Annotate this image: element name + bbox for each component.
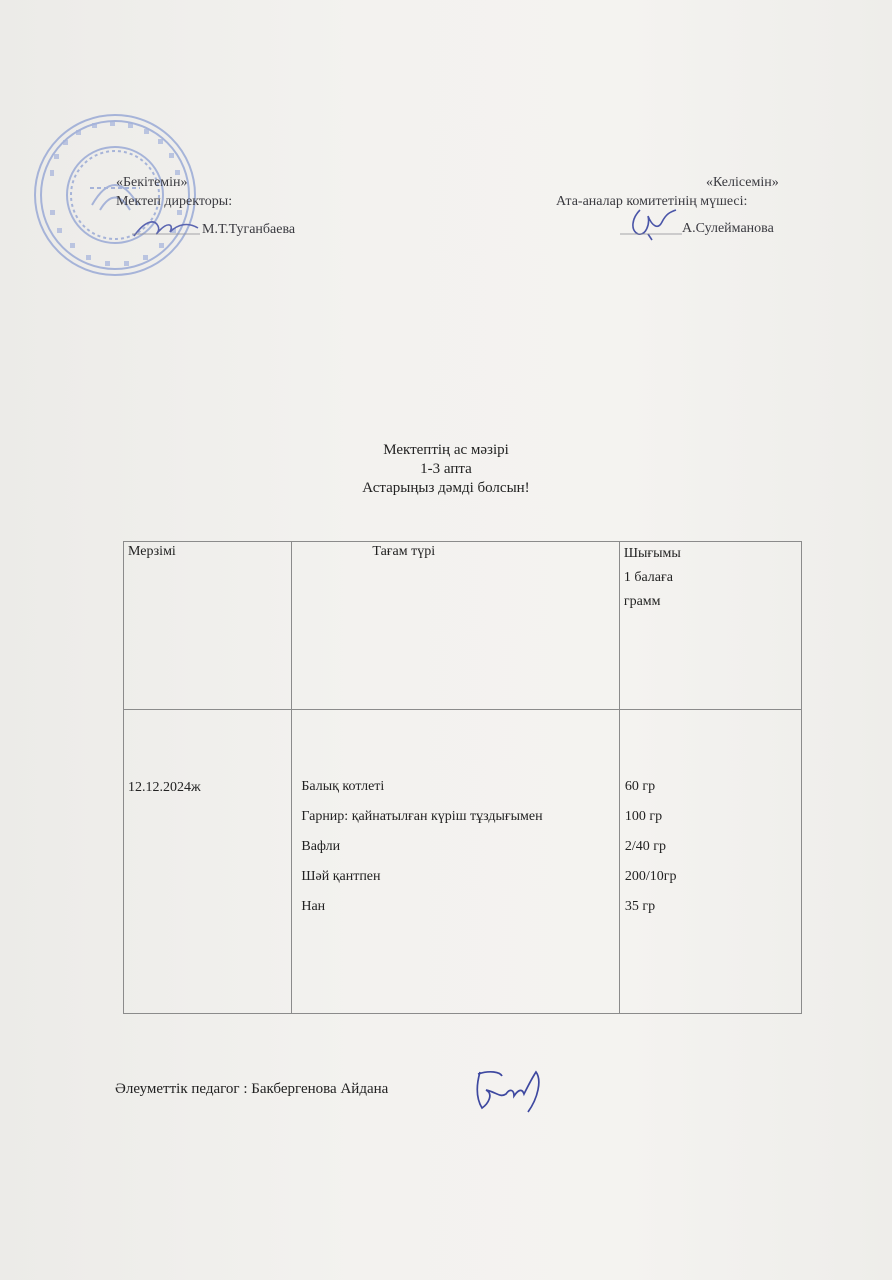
- header-yield-cell: [619, 542, 801, 710]
- header-food: Тағам түрі: [372, 544, 436, 559]
- menu-weeks: 1-3 апта: [420, 461, 472, 477]
- amount-item: 200/10гр: [624, 869, 677, 884]
- amount-item: 100 гр: [624, 809, 663, 824]
- approval-right-role: Ата-аналар комитетінің мүшесі:: [556, 194, 748, 209]
- amount-item: 35 гр: [624, 899, 656, 914]
- row-date-cell: [124, 710, 292, 1014]
- menu-title: Мектептің ас мәзірі: [383, 442, 509, 458]
- menu-heading: [0, 441, 892, 498]
- approval-right-name: А.Сулейманова: [682, 221, 774, 236]
- menu-table: [123, 541, 802, 1014]
- food-item: Гарнир: қайнатылған күріш тұздығымен: [301, 809, 543, 824]
- food-item: Нан: [301, 899, 326, 914]
- table-header-row: [124, 542, 802, 710]
- food-item: Вафли: [301, 839, 341, 854]
- approval-right-title: «Келісемін»: [706, 175, 779, 190]
- row-date: 12.12.2024ж: [128, 780, 201, 795]
- header-date: Мерзімі: [128, 544, 176, 559]
- food-item: Балық котлеті: [301, 779, 385, 794]
- pedagogue-signature: [470, 1064, 546, 1122]
- food-item: Шәй қантпен: [301, 869, 381, 884]
- header-yield-line3: грамм: [623, 594, 661, 609]
- approval-left-title: «Бекітемін»: [116, 175, 188, 190]
- footer-signer: Әлеуметтік педагог : Бакбергенова Айдана: [115, 1081, 389, 1097]
- menu-greeting: Астарыңыз дәмді болсын!: [362, 480, 530, 496]
- header-yield-line2: 1 балаға: [623, 570, 673, 585]
- header-date-cell: [124, 542, 292, 710]
- row-amount-cell: [619, 710, 801, 1014]
- table-row: [124, 710, 802, 1014]
- header-food-cell: [292, 542, 619, 710]
- approval-left-name: М.Т.Туганбаева: [202, 222, 296, 237]
- committee-signature: [618, 204, 684, 244]
- amount-item: 2/40 гр: [624, 839, 666, 854]
- director-signature: [130, 212, 202, 242]
- amount-item: 60 гр: [624, 779, 656, 794]
- header-yield-line1: Шығымы: [623, 546, 681, 561]
- approval-left-role: Мектеп директоры:: [116, 194, 233, 209]
- row-food-cell: [292, 710, 619, 1014]
